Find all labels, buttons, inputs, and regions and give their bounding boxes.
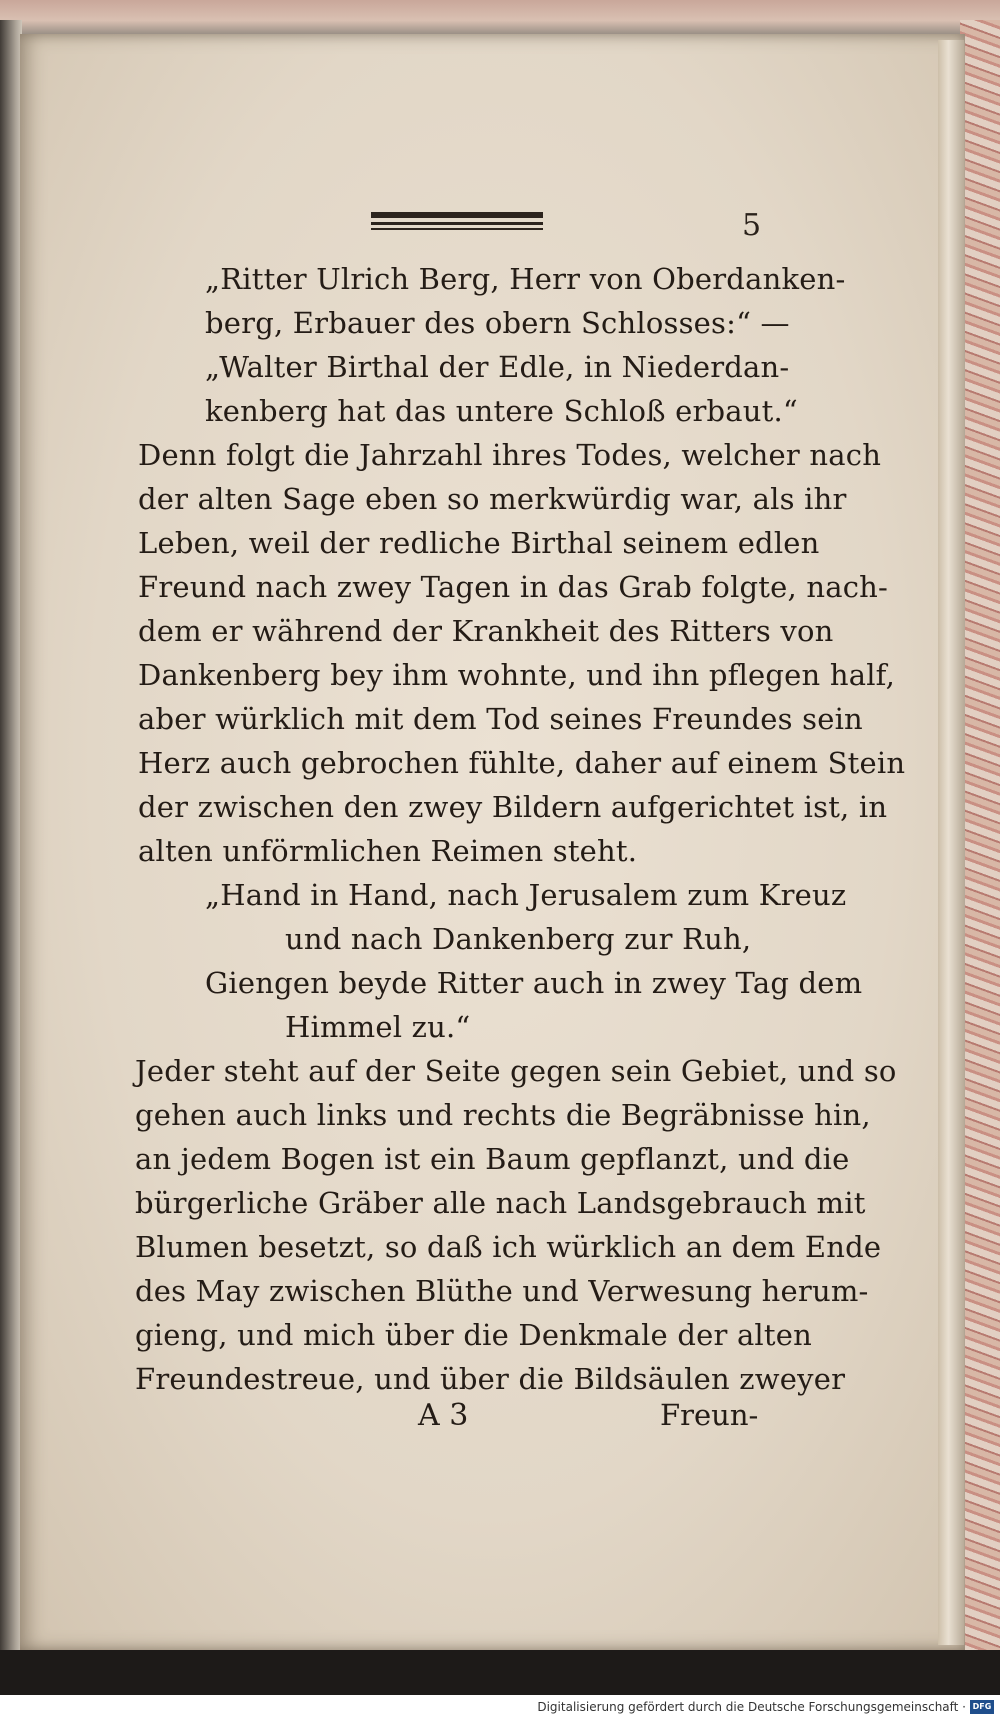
credit-text: Digitalisierung gefördert durch die Deutsche Forschungsgemeinschaft · [537,1700,966,1714]
book-spine-shadow [0,20,22,1650]
text-line: aber würklich mit dem Tod seines Freundes sein [138,702,863,736]
text-line: Himmel zu.“ [285,1010,471,1044]
text-line: und nach Dankenberg zur Ruh, [285,922,752,956]
signature-mark: A 3 [418,1398,469,1433]
header-ornament-rule [371,212,543,232]
page-edges [938,40,964,1645]
text-line: Dankenberg bey ihm wohnte, und ihn pflegen half, [138,658,895,692]
text-line: der alten Sage eben so merkwürdig war, als ihr [138,482,847,516]
text-line: „Ritter Ulrich Berg, Herr von Oberdanken- [205,262,846,296]
text-line: Freund nach zwey Tagen in das Grab folgte, nach- [138,570,889,604]
text-line: berg, Erbauer des obern Schlosses:“ — [205,306,790,340]
digitization-credit-bar [0,1695,1000,1720]
text-line: Freundestreue, und über die Bildsäulen zweyer [135,1362,846,1396]
text-line: „Walter Birthal der Edle, in Niederdan- [205,350,790,384]
text-line: Blumen besetzt, so daß ich würklich an dem Ende [135,1230,882,1264]
page-number: 5 [742,208,762,243]
text-line: gehen auch links und rechts die Begräbnisse hin, [135,1098,871,1132]
text-line: alten unförmlichen Reimen steht. [138,834,638,868]
text-line: der zwischen den zwey Bildern aufgerichtet ist, in [138,790,888,824]
text-line: des May zwischen Blüthe und Verwesung herum- [135,1274,869,1308]
scan-bottom-border [0,1650,1000,1695]
text-line: dem er während der Krankheit des Ritters von [138,614,834,648]
text-line: Jeder steht auf der Seite gegen sein Gebiet, und so [135,1054,897,1088]
book-top-edge [0,0,1000,34]
text-line: Denn folgt die Jahrzahl ihres Todes, welcher nach [138,438,882,472]
text-line: gieng, und mich über die Denkmale der alten [135,1318,813,1352]
text-line: „Hand in Hand, nach Jerusalem zum Kreuz [205,878,847,912]
text-line: kenberg hat das untere Schloß erbaut.“ [205,394,798,428]
text-line: Leben, weil der redliche Birthal seinem edlen [138,526,820,560]
marbled-cover-edge [960,20,1000,1660]
dfg-logo-icon: DFG [970,1700,994,1714]
catchword: Freun- [660,1398,759,1432]
text-line: Giengen beyde Ritter auch in zwey Tag dem [205,966,863,1000]
text-line: an jedem Bogen ist ein Baum gepflanzt, und die [135,1142,850,1176]
text-line: bürgerliche Gräber alle nach Landsgebrauch mit [135,1186,866,1220]
text-line: Herz auch gebrochen fühlte, daher auf einem Stein [138,746,906,780]
